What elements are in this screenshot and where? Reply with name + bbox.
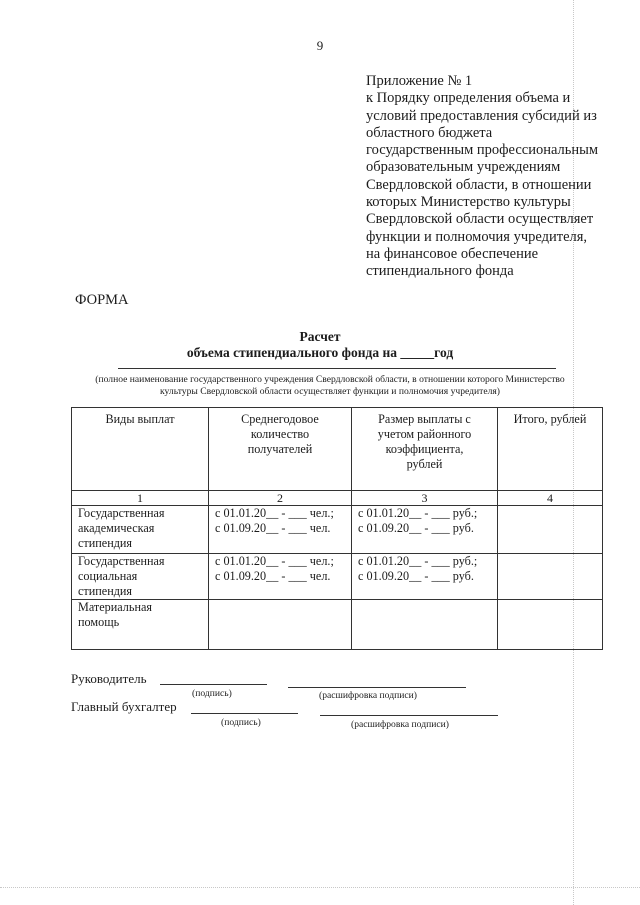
head-signature-line[interactable] [160,684,267,685]
accountant-label: Главный бухгалтер [71,699,177,714]
header-payment-types [72,408,209,491]
header-text-line: получателей [247,442,313,456]
payment-type-line: Государственная [78,554,165,568]
recipients-count-cell[interactable] [209,600,352,650]
column-number-row [72,491,603,506]
institution-note-line: (полное наименование государственного учреждения Свердловской области, в отношении которого Министерство [95,374,565,385]
payment-type-line: академическая [78,521,155,535]
header-text-line: Итого, рублей [513,412,587,426]
scan-bottom-line [0,887,640,888]
appendix-line: областного бюджета [366,124,493,141]
recipients-count-cell[interactable] [209,554,352,600]
payment-amount-cell[interactable] [352,600,498,650]
column-number: 3 [352,491,498,506]
payment-type-cell [72,506,209,554]
recipients-count-line: с 01.01.20__ - ___ чел.; [215,554,334,568]
header-text-line: Размер выплаты с [378,412,471,426]
payment-type-line: Государственная [78,506,165,520]
total-cell[interactable] [498,506,603,554]
payment-amount-cell[interactable] [352,506,498,554]
appendix-block [366,73,616,281]
payment-type-line: социальная [78,569,138,583]
appendix-line: Свердловской области, в отношении [366,176,592,193]
appendix-line: Свердловской области осуществляет [366,211,594,228]
appendix-line: образовательным учреждениям [366,159,561,176]
column-number: 4 [498,491,603,506]
header-recipients-count [209,408,352,491]
payment-amount-line: с 01.09.20__ - ___ руб. [358,569,474,583]
appendix-line: на финансовое обеспечение [366,245,539,262]
header-text-line: коэффициента, [385,442,464,456]
calculation-table [71,407,603,650]
document-title: Расчет [299,329,341,344]
institution-name-line [118,368,556,369]
head-label: Руководитель [71,671,147,686]
accountant-decoding-line[interactable] [320,715,498,716]
payment-amount-line: с 01.09.20__ - ___ руб. [358,521,474,535]
head-decoding-line[interactable] [288,687,466,688]
payment-type-line: стипендия [78,584,133,598]
signature-caption: (подпись) [221,717,261,728]
header-payment-amount [352,408,498,491]
appendix-line: государственным профессиональным [366,142,599,159]
appendix-line: к Порядку определения объема и [366,90,571,107]
appendix-line: которых Министерство культуры [366,194,571,211]
form-label: ФОРМА [75,292,129,308]
decoding-caption: (расшифровка подписи) [319,690,417,701]
payment-amount-line: с 01.01.20__ - ___ руб.; [358,554,478,568]
header-text-line: учетом районного [377,427,472,441]
header-text-line: Среднегодовое [241,412,319,426]
header-total [498,408,603,491]
recipients-count-line: с 01.09.20__ - ___ чел. [215,569,331,583]
payment-type-line: помощь [78,615,120,629]
header-text-line: рублей [406,457,443,471]
recipients-count-line: с 01.09.20__ - ___ чел. [215,521,331,535]
appendix-line: стипендиального фонда [366,263,514,280]
institution-note-line: культуры Свердловской области осуществляет функции и полномочия учредителя) [160,386,500,397]
total-cell[interactable] [498,554,603,600]
header-text-line: количество [250,427,310,441]
total-cell[interactable] [498,600,603,650]
column-number: 2 [209,491,352,506]
accountant-signature-line[interactable] [191,713,298,714]
signature-caption: (подпись) [192,688,232,699]
page-number: 9 [316,38,324,53]
payment-type-cell [72,554,209,600]
column-number: 1 [72,491,209,506]
payment-amount-line: с 01.01.20__ - ___ руб.; [358,506,478,520]
document-subtitle: объема стипендиального фонда на _____год [186,345,454,360]
payment-type-cell [72,600,209,650]
recipients-count-line: с 01.01.20__ - ___ чел.; [215,506,334,520]
table-row [72,600,603,650]
appendix-line: Приложение № 1 [366,73,473,89]
payment-type-line: Материальная [78,600,152,614]
payment-amount-cell[interactable] [352,554,498,600]
payment-type-line: стипендия [78,536,133,550]
appendix-line: функции и полномочия учредителя, [366,228,588,245]
table-row [72,506,603,554]
header-text-line: Виды выплат [105,412,175,426]
table-header-row [72,408,603,491]
decoding-caption: (расшифровка подписи) [351,719,449,730]
recipients-count-cell[interactable] [209,506,352,554]
table-row [72,554,603,600]
appendix-line: условий предоставления субсидий из [366,107,597,124]
